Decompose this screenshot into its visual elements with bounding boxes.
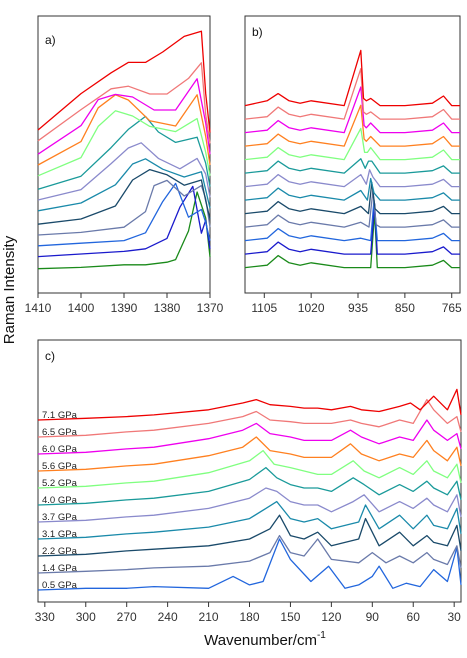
panel-a-series [38,31,210,269]
panel-b-series-6 [245,179,460,201]
pressure-label: 6.5 GPa [42,427,77,438]
panel-a-ticks [25,293,224,315]
panel-c-tick-label: 270 [116,610,137,624]
panel-c-tick-label: 120 [321,610,342,624]
panel-b-frame [245,16,460,293]
panel-a-series-1 [38,192,210,269]
panel-c-series-11 [38,389,461,420]
panel-a-tick-label: 1410 [24,301,52,315]
pressure-label: 4.0 GPa [42,495,77,506]
pressure-label: 3.7 GPa [42,512,77,523]
panel-b-series [245,50,460,267]
panel-c-tick-label: 30 [447,610,461,624]
panel-b-tick-label: 850 [394,301,415,315]
panel-b-tick-label: 765 [441,301,462,315]
panel-b-series-13 [245,50,460,105]
pressure-label: 1.4 GPa [42,563,77,574]
panel-c-tick-label: 150 [280,610,301,624]
panel-c-series-6 [38,468,461,505]
panel-b-series-8 [245,159,460,173]
x-axis-title [204,630,326,649]
panel-a-tick-label: 1380 [153,301,181,315]
panel-a-tick-label: 1370 [196,301,224,315]
panel-c [35,340,461,624]
pressure-label: 2.2 GPa [42,546,77,557]
panel-c-pressure-labels [42,410,78,591]
panel-c-label: c) [45,349,55,363]
panel-c-tick-label: 60 [406,610,420,624]
panel-a-series-8 [38,116,210,189]
pressure-label: 5.2 GPa [42,478,77,489]
panel-c-series-7 [38,451,461,488]
pressure-label: 3.1 GPa [42,529,77,540]
panel-b-tick-label: 935 [347,301,369,315]
panel-b-series-3 [245,200,460,241]
panel-c-series-9 [38,420,461,454]
panel-c-series-1 [38,539,461,590]
panel-a-series-10 [38,95,210,165]
panel-b-label: b) [252,25,263,39]
panel-a [25,16,224,315]
x-axis-title-sup: -1 [316,630,326,641]
panel-a-label: a) [45,33,56,47]
panel-c-tick-label: 300 [75,610,96,624]
panel-c-series-2 [38,536,461,573]
y-axis-title: Raman Intensity [1,235,18,345]
panel-b-series-7 [245,170,460,187]
panel-c-tick-label: 210 [198,610,219,624]
x-axis-title-base: Wavenumber/cm [204,632,317,649]
pressure-label: 7.1 GPa [42,410,77,421]
panel-a-tick-label: 1400 [67,301,95,315]
panel-b [245,16,462,315]
panel-c-series [38,389,461,590]
panel-c-series-8 [38,437,461,471]
panel-a-series-5 [38,170,210,225]
pressure-label: 6.0 GPa [42,444,77,455]
panel-b-ticks [251,293,462,315]
panel-b-tick-label: 1020 [297,301,325,315]
panel-a-series-12 [38,63,210,144]
panel-c-tick-label: 180 [239,610,260,624]
panel-a-series-11 [38,79,210,154]
panel-b-series-4 [245,191,460,227]
pressure-label: 0.5 GPa [42,580,77,591]
panel-c-tick-label: 90 [365,610,379,624]
panel-a-tick-label: 1390 [110,301,138,315]
panel-c-tick-label: 330 [34,610,55,624]
panel-c-ticks [35,602,461,624]
panel-c-tick-label: 240 [157,610,178,624]
panel-b-tick-label: 1105 [251,301,278,315]
pressure-label: 5.6 GPa [42,461,77,472]
panel-c-frame [38,340,461,602]
